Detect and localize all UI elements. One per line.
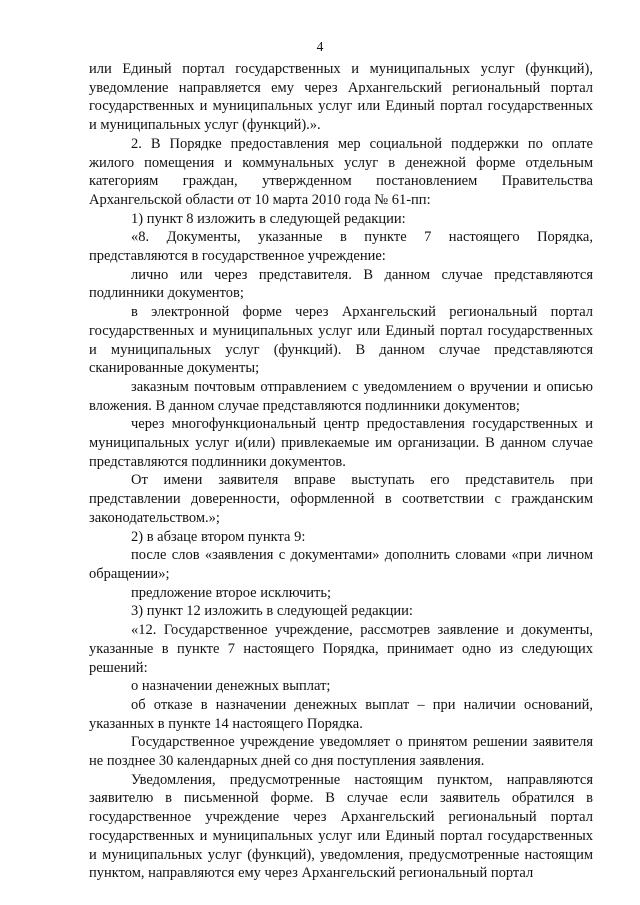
paragraph: лично или через представителя. В данном случае представляются подлинники документов; bbox=[89, 266, 593, 302]
paragraph: о назначении денежных выплат; bbox=[131, 678, 331, 695]
paragraph: заказным почтовым отправлением с уведомлением о вручении и описью вложения. В данном случае представляются подлинники документов; bbox=[89, 378, 593, 414]
paragraph: через многофункциональный центр предоставления государственных и муниципальных услуг и(или) привлекаемые им организации. В данном случае представляются подлинники документов. bbox=[89, 416, 593, 470]
paragraph: 1) пункт 8 изложить в следующей редакции: bbox=[131, 210, 406, 227]
paragraph: «12. Государственное учреждение, рассмотрев заявление и документы, указанные в пункте 7 настоящего Порядка, принимает одно из следующих решений: bbox=[89, 622, 593, 676]
page-number: 4 bbox=[316, 39, 324, 54]
paragraph: об отказе в назначении денежных выплат – при наличии оснований, указанных в пункте 14 настоящего Порядка. bbox=[89, 696, 593, 732]
paragraph: От имени заявителя вправе выступать его представитель при представлении доверенности, оформленной в соответствии с гражданским законодательством.»; bbox=[89, 472, 593, 526]
paragraph: 2. В Порядке предоставления мер социальной поддержки по оплате жилого помещения и коммунальных услуг в денежной форме отдельным категориям граждан, утвержденном постановлением Правительства Архангельской области от 10 марта 2010 года № 61-пп: bbox=[89, 135, 593, 208]
paragraph: 2) в абзаце втором пункта 9: bbox=[131, 528, 306, 545]
paragraph: Уведомления, предусмотренные настоящим пунктом, направляются заявителю в письменной форме. В случае если заявитель обратился в государственное учреждение через Архангельский региональный портал государственных и муниципальных услуг или Единый портал государственных и муниципальных услуг (функций), уведомления, предусмотренные настоящим пунктом, направляются ему через Архангельский региональный портал bbox=[89, 771, 593, 882]
paragraph: предложение второе исключить; bbox=[131, 584, 332, 601]
paragraph: 3) пункт 12 изложить в следующей редакции: bbox=[131, 603, 413, 620]
paragraph: Государственное учреждение уведомляет о принятом решении заявителя не позднее 30 календарных дней со дня поступления заявления. bbox=[89, 734, 593, 770]
paragraph: «8. Документы, указанные в пункте 7 настоящего Порядка, представляются в государственное учреждение: bbox=[89, 229, 593, 265]
document-body bbox=[89, 60, 593, 883]
paragraph: или Единый портал государственных и муниципальных услуг (функций), уведомление направляется ему через Архангельский региональный портал государственных и муниципальных услуг или Единый портал государственных и муниципальных услуг (функций).». bbox=[89, 61, 593, 134]
paragraph: в электронной форме через Архангельский региональный портал государственных и муниципальных услуг или Единый портал государственных и муниципальных услуг (функций). В данном случае представляются сканированные документы; bbox=[89, 304, 593, 377]
paragraph: после слов «заявления с документами» дополнить словами «при личном обращении»; bbox=[89, 547, 593, 582]
